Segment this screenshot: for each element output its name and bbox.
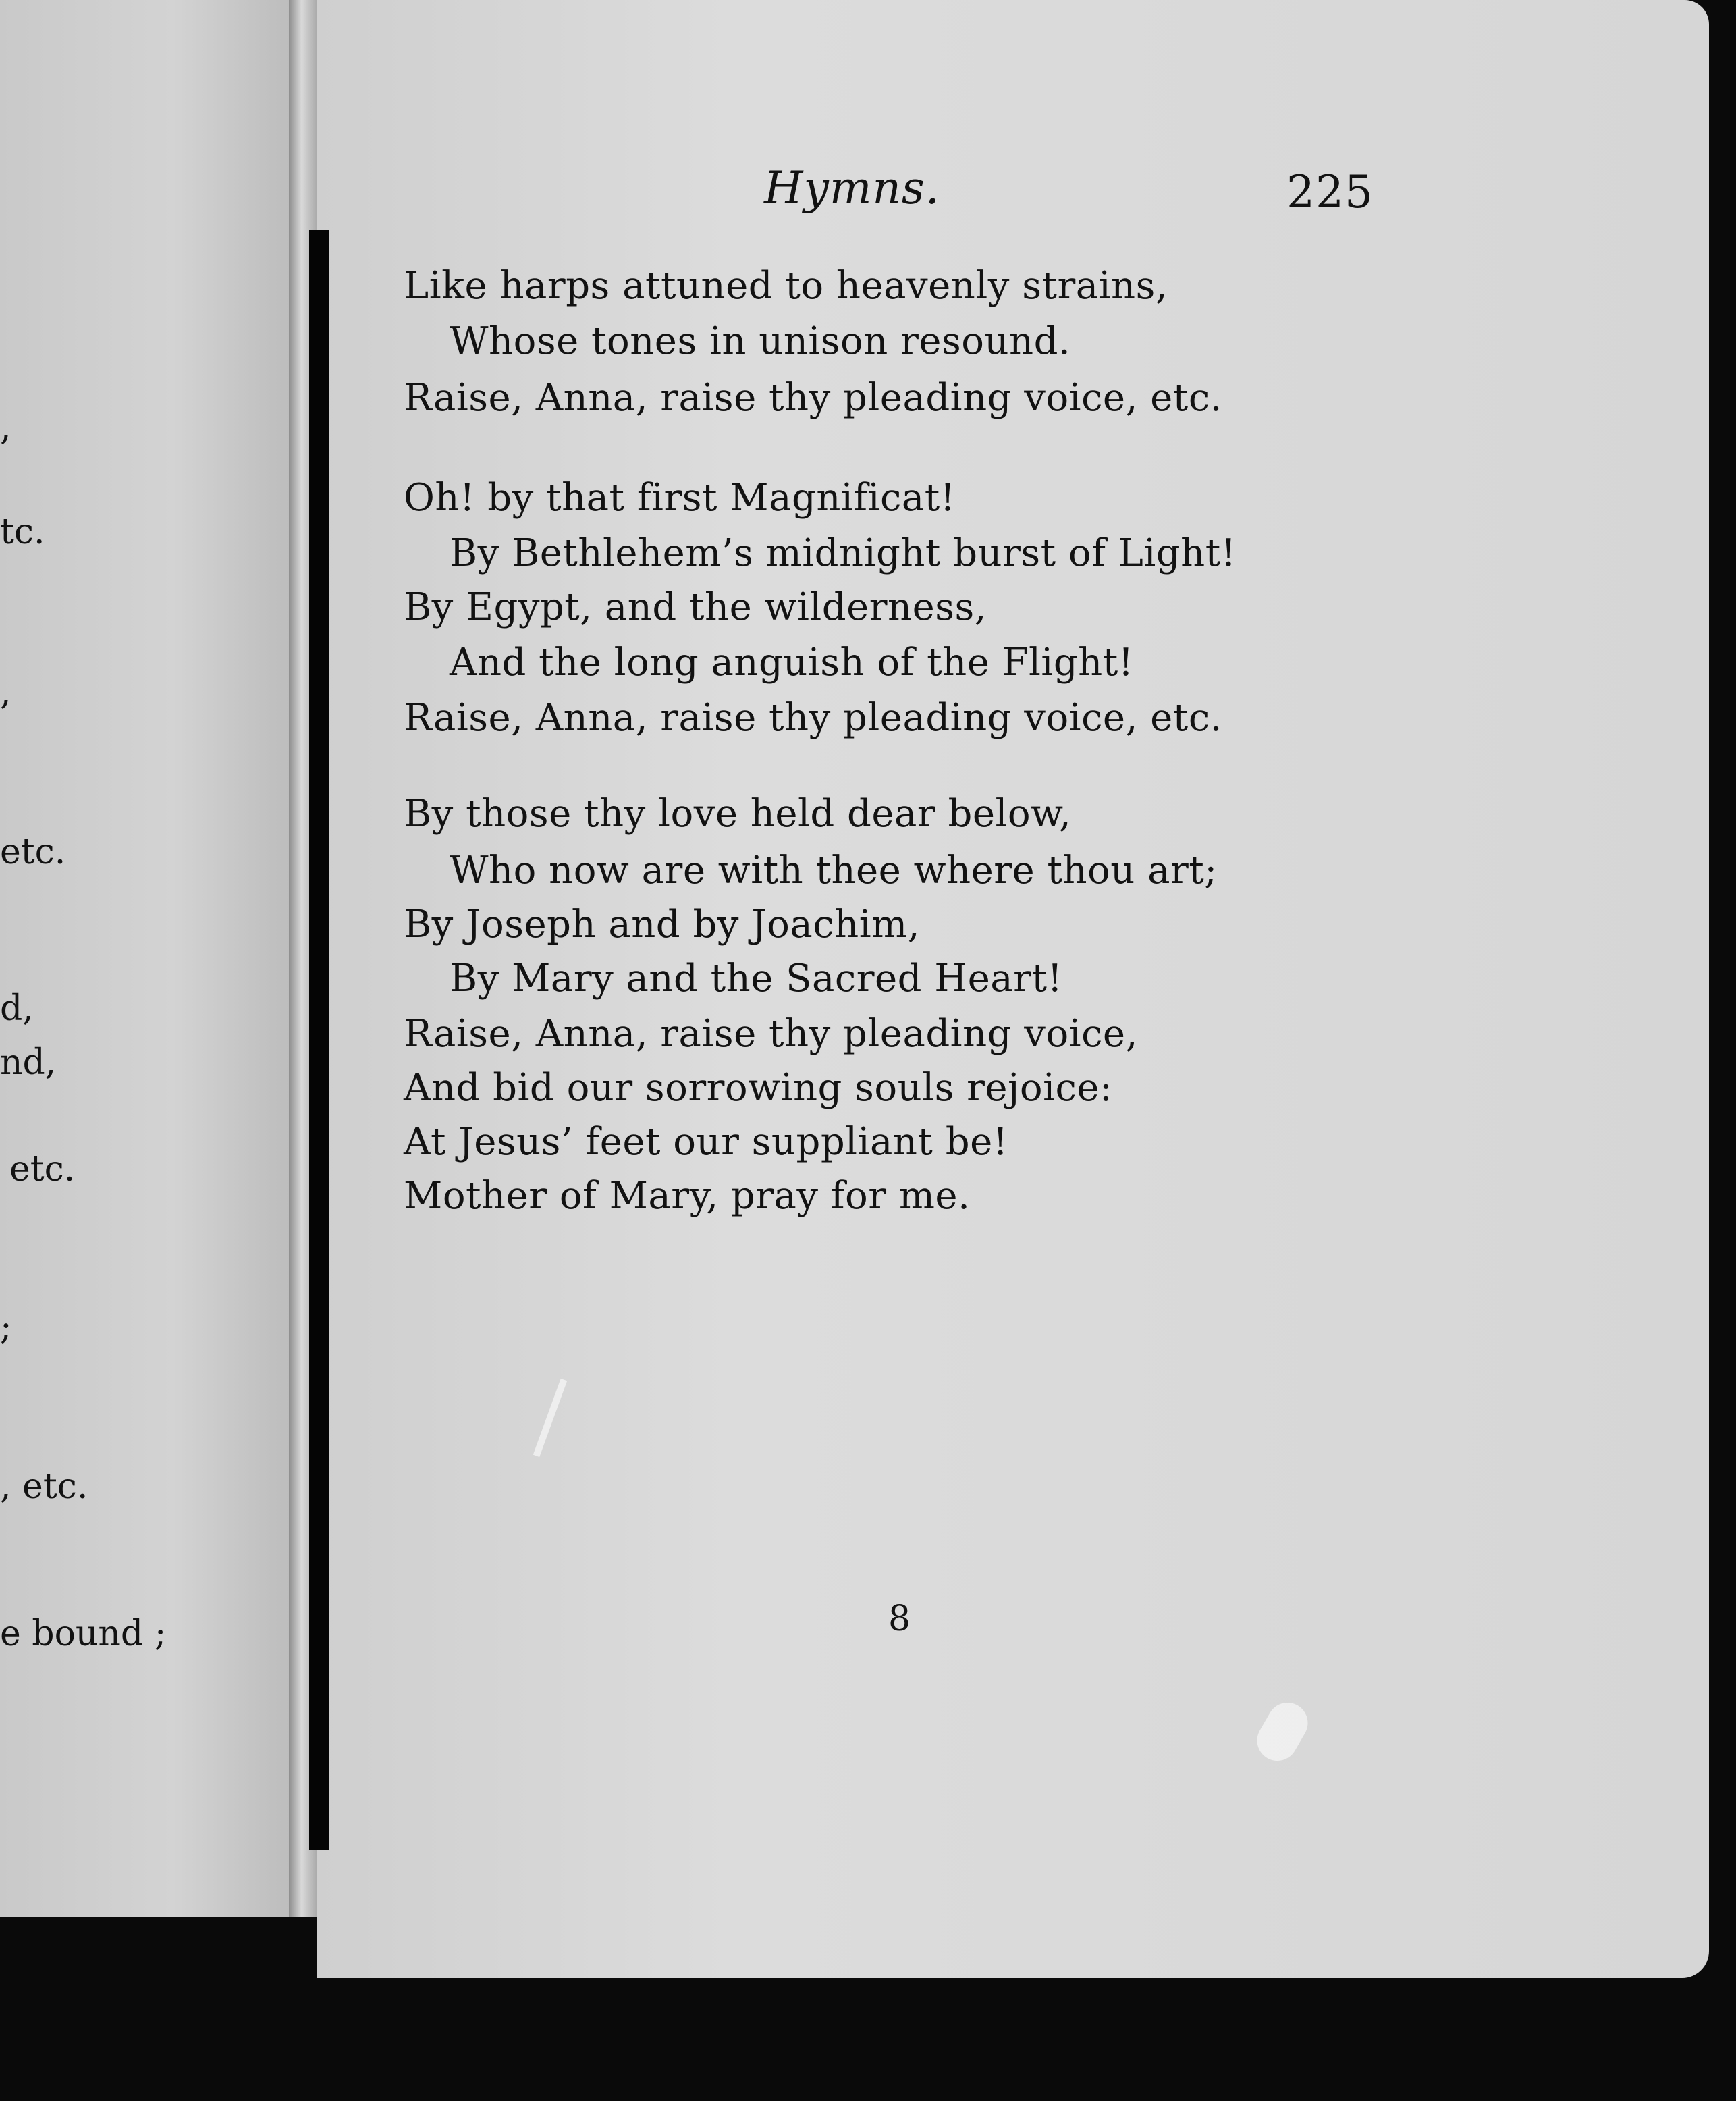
verse-line: Oh! by that first Magnificat!	[404, 476, 956, 520]
verse-line: And bid our sorrowing souls rejoice:	[404, 1066, 1113, 1110]
facing-page-fragment: etc.	[9, 1149, 76, 1190]
verse-line-indented: And the long anguish of the Flight!	[450, 641, 1134, 685]
running-head: Hymns.	[764, 162, 940, 214]
facing-page-fragment: ,	[0, 672, 11, 713]
facing-page-fragment: , etc.	[0, 1466, 88, 1507]
verse-line: Mother of Mary, pray for me.	[404, 1174, 971, 1218]
paper-blemish	[1250, 1695, 1315, 1768]
verse-line: By Egypt, and the wilderness,	[404, 585, 987, 629]
facing-page-fragment: tc.	[0, 512, 45, 552]
verse-line-indented: Whose tones in unison resound.	[450, 319, 1071, 363]
paper-blemish	[533, 1379, 567, 1457]
page-number: 225	[1286, 166, 1374, 218]
verse-line: By Joseph and by Joachim,	[404, 903, 921, 947]
verse-line-refrain: Raise, Anna, raise thy pleading voice, etc.	[404, 696, 1222, 740]
facing-page-fragment: e bound ;	[0, 1614, 167, 1654]
verse-line: Like harps attuned to heavenly strains,	[404, 264, 1168, 308]
verse-line: At Jesus’ feet our suppliant be!	[404, 1120, 1008, 1164]
facing-page-fragment: ,	[0, 408, 11, 448]
facing-page	[0, 0, 289, 1917]
facing-page-fragment: nd,	[0, 1042, 57, 1083]
verse-line-refrain: Raise, Anna, raise thy pleading voice,	[404, 1012, 1138, 1056]
signature-mark: 8	[888, 1599, 911, 1639]
verse-line-refrain: Raise, Anna, raise thy pleading voice, etc.	[404, 376, 1222, 420]
facing-page-fragment: d,	[0, 988, 34, 1029]
verse-line-indented: By Bethlehem’s midnight burst of Light!	[450, 531, 1237, 575]
binding-edge	[309, 230, 329, 1850]
verse-line-indented: Who now are with thee where thou art;	[450, 849, 1218, 893]
facing-page-fragment: ;	[0, 1307, 12, 1348]
verse-line-indented: By Mary and the Sacred Heart!	[450, 957, 1063, 1001]
facing-page-fragment: etc.	[0, 832, 66, 872]
verse-line: By those thy love held dear below,	[404, 792, 1072, 836]
